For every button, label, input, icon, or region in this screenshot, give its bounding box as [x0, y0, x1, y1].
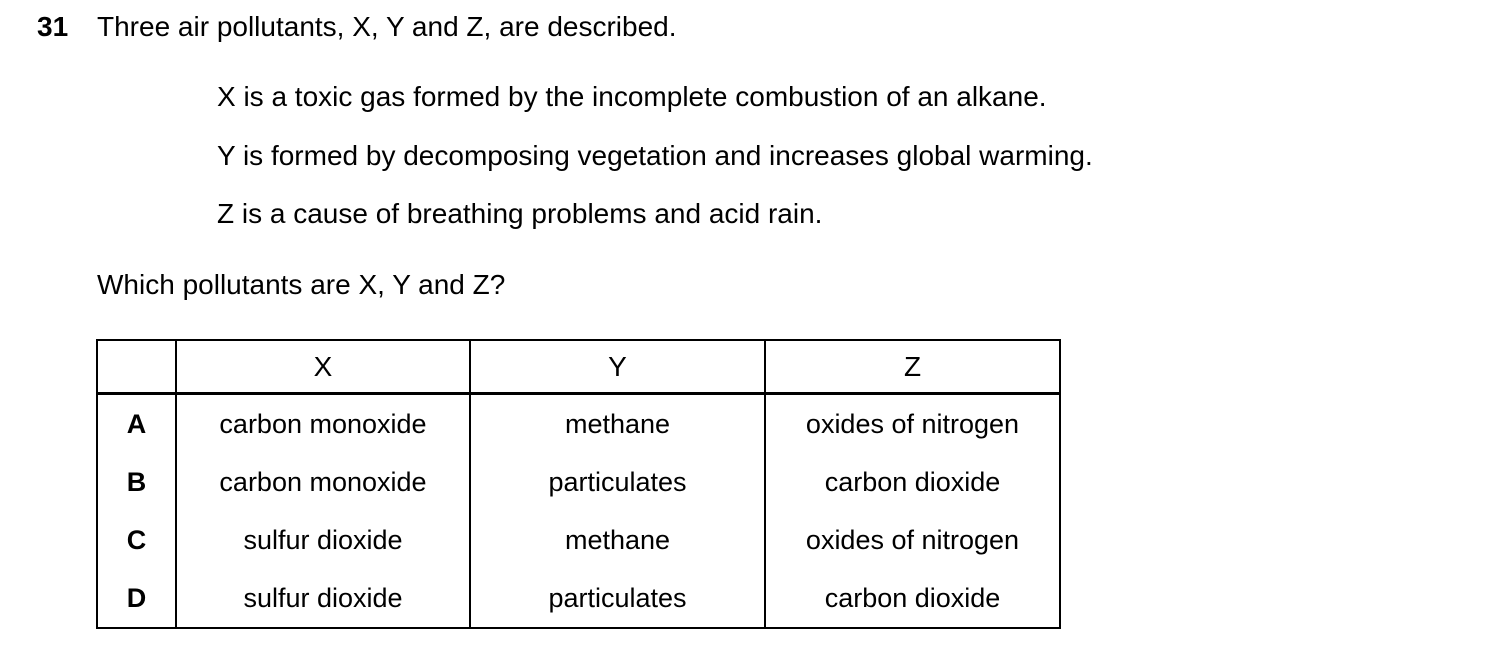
option-a-pollutant-x: carbon monoxide	[176, 394, 470, 454]
option-a-pollutant-y: methane	[470, 394, 765, 454]
answer-options-table	[96, 339, 1061, 629]
option-row-b	[97, 453, 1060, 511]
header-z: Z	[765, 340, 1060, 394]
header-blank-cell	[97, 340, 176, 394]
option-row-a	[97, 394, 1060, 454]
option-label-c: C	[126, 525, 147, 555]
option-a-pollutant-z: oxides of nitrogen	[765, 394, 1060, 454]
option-label-b: B	[126, 467, 147, 497]
option-b-pollutant-x: carbon monoxide	[176, 453, 470, 511]
option-c-pollutant-z: oxides of nitrogen	[765, 511, 1060, 569]
option-b-pollutant-z: carbon dioxide	[765, 453, 1060, 511]
question-stem: Three air pollutants, X, Y and Z, are described.	[97, 11, 677, 42]
option-row-c	[97, 511, 1060, 569]
option-b-pollutant-y: particulates	[470, 453, 765, 511]
question-number: 31	[37, 11, 69, 42]
option-row-d	[97, 569, 1060, 628]
option-label-d: D	[126, 583, 147, 613]
option-label-a: A	[126, 409, 147, 439]
option-d-pollutant-x: sulfur dioxide	[176, 569, 470, 628]
question-prompt: Which pollutants are X, Y and Z?	[97, 269, 506, 300]
table-header-row	[97, 340, 1060, 394]
option-d-pollutant-z: carbon dioxide	[765, 569, 1060, 628]
header-y: Y	[470, 340, 765, 394]
statement-pollutant-z: Z is a cause of breathing problems and acid rain.	[217, 198, 823, 229]
option-c-pollutant-y: methane	[470, 511, 765, 569]
statement-pollutant-x: X is a toxic gas formed by the incomplete combustion of an alkane.	[217, 81, 1047, 112]
header-x: X	[176, 340, 470, 394]
statement-pollutant-y: Y is formed by decomposing vegetation and increases global warming.	[217, 140, 1093, 171]
option-c-pollutant-x: sulfur dioxide	[176, 511, 470, 569]
option-d-pollutant-y: particulates	[470, 569, 765, 628]
